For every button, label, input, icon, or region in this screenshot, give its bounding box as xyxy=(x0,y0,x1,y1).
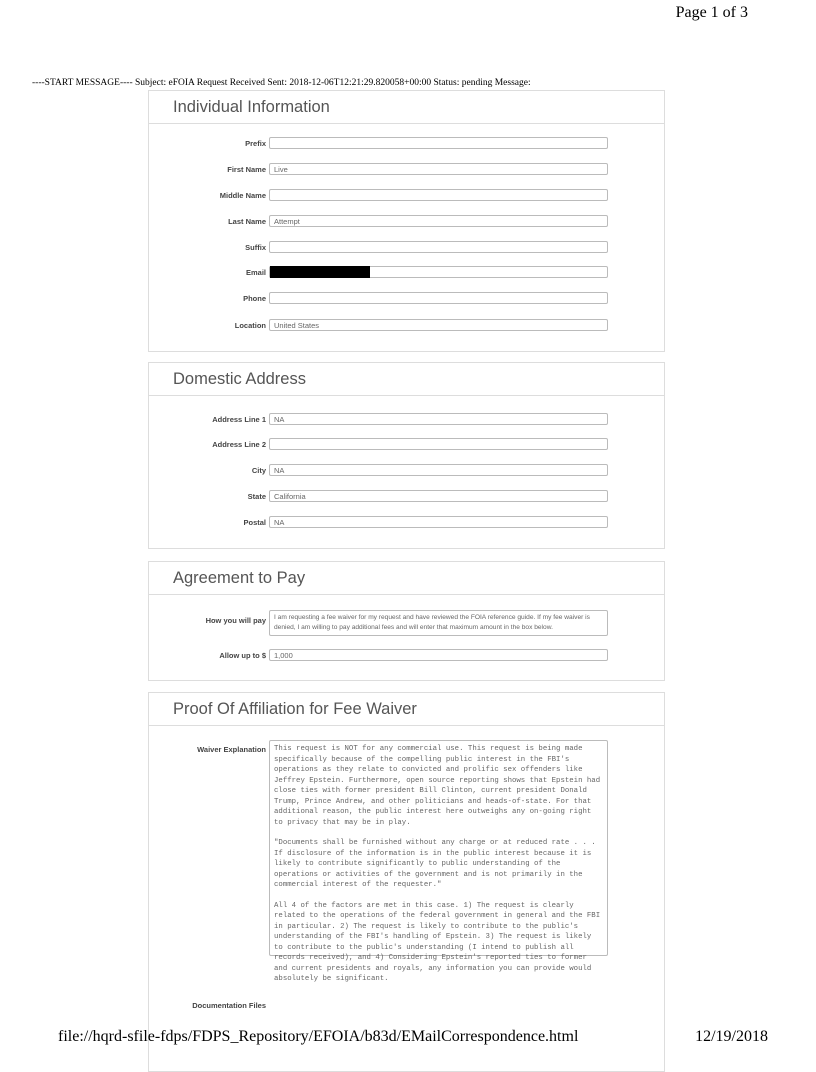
field-label: Address Line 1 xyxy=(212,415,266,424)
field-label: Prefix xyxy=(245,139,266,148)
footer-file-path: file://hqrd-sfile-fdps/FDPS_Repository/EFOIA/b83d/EMailCorrespondence.html xyxy=(58,1028,579,1045)
last-name-row xyxy=(149,215,666,229)
field-label: Documentation Files xyxy=(192,1001,266,1010)
allow-up-to-field[interactable]: 1,000 xyxy=(269,649,608,661)
last-name-field[interactable]: Attempt xyxy=(269,215,608,227)
first-name-row xyxy=(149,163,666,177)
city-field[interactable]: NA xyxy=(269,464,608,476)
field-label: Location xyxy=(234,321,266,330)
message-header: ----START MESSAGE---- Subject: eFOIA Request Received Sent: 2018-12-06T12:21:29.820058+00:00 Status: pending Message: xyxy=(32,78,531,88)
field-label: Allow up to $ xyxy=(219,651,266,660)
prefix-row xyxy=(149,137,666,151)
redaction-block xyxy=(270,266,370,278)
panel-title: Individual Information xyxy=(149,91,664,124)
waiver-explanation-textarea[interactable] xyxy=(269,740,608,983)
field-label: Phone xyxy=(243,294,266,303)
waiver-explanation-row xyxy=(149,743,666,983)
email-row xyxy=(149,266,666,280)
field-label: How you will pay xyxy=(205,616,266,625)
prefix-field[interactable] xyxy=(269,137,608,149)
suffix-field[interactable] xyxy=(269,241,608,253)
field-label: City xyxy=(251,466,266,475)
field-label: Address Line 2 xyxy=(212,440,266,449)
location-row xyxy=(149,319,666,333)
address-line-1-field[interactable]: NA xyxy=(269,413,608,425)
individual-information-panel xyxy=(148,90,665,352)
how-you-will-pay-field[interactable]: I am requesting a fee waiver for my request and have reviewed the FOIA reference guide. If my fee waiver is denied, I am willing to pay additional fees and will enter that maximum amount in the box below. xyxy=(269,610,608,636)
location-field[interactable]: United States xyxy=(269,319,608,331)
waiver-paragraph: All 4 of the factors are met in this case. 1) The request is clearly related to the operations of the federal government in general and the FBI in particular. 2) The request is likely to contribute to the public's understanding of the FBI's handling of Epstein. 3) The request is likely to contribute to the public's understanding (I intend to publish all records received), and 4) Considering Epstein's reported ties to former and current presidents and royals, any information you can provide would absolutely be significant. xyxy=(274,901,601,983)
field-label: Suffix xyxy=(245,243,266,252)
address-line-2-field[interactable] xyxy=(269,438,608,450)
middle-name-field[interactable] xyxy=(269,189,608,201)
how-you-will-pay-row xyxy=(149,614,666,631)
waiver-paragraph: This request is NOT for any commercial use. This request is being made specifically because of the compelling public interest in the FBI's operations as they relate to convicted and prolific sex offenders like Jeffrey Epstein. Furthermore, open source reporting shows that Epstein had close ties with former president Bill Clinton, current president Donald Trump, Prince Andrew, and other politicians and heads-of-state. For that additional reason, the public interest here outweighs any on-going right to privacy that may be in play. xyxy=(274,745,601,827)
postal-field[interactable]: NA xyxy=(269,516,608,528)
address-line-1-row xyxy=(149,413,666,427)
proof-of-affiliation-panel xyxy=(148,692,665,1072)
first-name-field[interactable]: Live xyxy=(269,163,608,175)
field-label: First Name xyxy=(227,165,266,174)
field-label: State xyxy=(247,492,266,501)
panel-title: Domestic Address xyxy=(149,363,664,396)
domestic-address-panel xyxy=(148,362,665,549)
footer-date: 12/19/2018 xyxy=(695,1028,768,1045)
email-field[interactable] xyxy=(269,266,608,278)
field-label: Middle Name xyxy=(219,191,266,200)
page-number: Page 1 of 3 xyxy=(675,4,748,21)
phone-row xyxy=(149,292,666,306)
waiver-paragraph: "Documents shall be furnished without any charge or at reduced rate . . . If disclosure of the information is in the public interest because it is likely to contribute significantly to public understanding of the operations or activities of the government and is not primarily in the commercial interest of the requester." xyxy=(274,839,596,889)
address-line-2-row xyxy=(149,438,666,452)
panel-title: Proof Of Affiliation for Fee Waiver xyxy=(149,693,664,726)
documentation-files-row xyxy=(149,999,666,1013)
allow-up-to-row xyxy=(149,649,666,663)
agreement-to-pay-panel xyxy=(148,561,665,681)
panel-title: Agreement to Pay xyxy=(149,562,664,595)
phone-field[interactable] xyxy=(269,292,608,304)
field-label: Email xyxy=(245,268,266,277)
state-row xyxy=(149,490,666,504)
city-row xyxy=(149,464,666,478)
suffix-row xyxy=(149,241,666,255)
field-label: Last Name xyxy=(228,217,266,226)
field-label: Postal xyxy=(243,518,266,527)
state-field[interactable]: California xyxy=(269,490,608,502)
postal-row xyxy=(149,516,666,530)
field-label: Waiver Explanation xyxy=(197,745,266,754)
middle-name-row xyxy=(149,189,666,203)
